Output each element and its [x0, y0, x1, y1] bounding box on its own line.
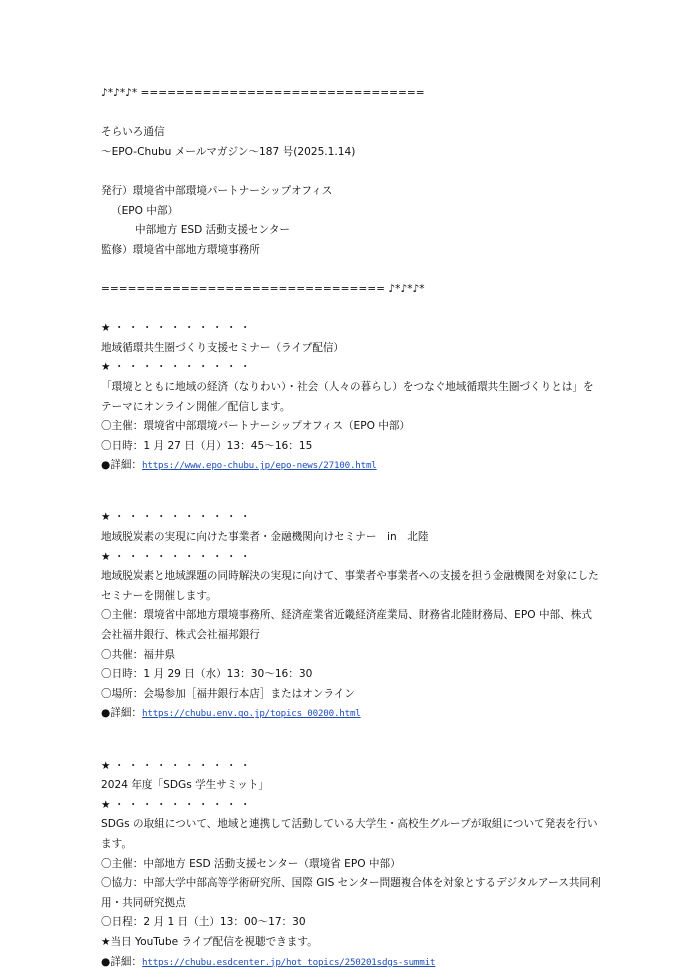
publisher-line: 発行）環境省中部環境パートナーシップオフィス	[101, 184, 333, 197]
article-date: 〇日時：1 月 27 日（月）13：45～16：15	[101, 439, 313, 452]
newsletter-issue: ～EPO-Chubu メールマガジン～187 号(2025.1.14)	[101, 145, 356, 158]
article-1	[101, 319, 601, 476]
detail-link[interactable]: https://chubu.esdcenter.jp/hot_topics/250201sdgs-summit	[142, 956, 436, 968]
newsletter-title: そらいろ通信	[101, 126, 165, 139]
article-cohost: 〇共催：福井県	[101, 648, 176, 661]
article-title: 2024 年度「SDGs 学生サミット」	[101, 779, 270, 792]
detail-link[interactable]: https://chubu.env.go.jp/topics_00200.html	[142, 708, 361, 720]
star-rule: ★・・・・・・・・・・	[101, 361, 254, 374]
article-date: 〇日程：2 月 1 日（土）13：00～17：30	[101, 916, 306, 929]
article-live-note: ★当日 YouTube ライブ配信を視聴できます。	[101, 935, 318, 948]
detail-link[interactable]: https://www.epo-chubu.jp/epo-news/27100.html	[142, 460, 377, 472]
publisher-center: 中部地方 ESD 活動支援センター	[135, 224, 291, 237]
article-body: SDGs の取組について、地域と連携して活動している大学生・高校生グループが取組について発表を行います。	[101, 818, 598, 850]
header-bottom-rule: ================================ ♪*♪*♪*	[101, 282, 425, 295]
article-date: 〇日時：1 月 29 日（水）13：30～16：30	[101, 668, 313, 681]
newsletter-body	[101, 84, 601, 972]
article-detail	[101, 704, 601, 724]
article-host: 〇主催：環境省中部環境パートナーシップオフィス（EPO 中部）	[101, 420, 411, 433]
publisher-abbrev: （EPO 中部）	[111, 204, 179, 217]
detail-label: ●詳細：	[101, 955, 143, 968]
article-detail	[101, 456, 601, 476]
detail-label: ●詳細：	[101, 707, 143, 720]
article-2	[101, 508, 601, 724]
article-body: 「環境とともに地域の経済（なりわい）・社会（人々の暮らし）をつなぐ地域循環共生圏づくりとは」をテーマにオンライン開催／配信します。	[101, 380, 594, 413]
detail-label: ●詳細：	[101, 459, 143, 472]
article-title: 地域脱炭素の実現に向けた事業者・金融機関向けセミナー in 北陸	[101, 531, 429, 544]
header-top-rule: ♪*♪*♪* ================================	[101, 87, 425, 99]
star-rule: ★・・・・・・・・・・	[101, 322, 254, 335]
article-cooperation: 〇協力：中部大学中部高等学術研究所、国際 GIS センター問題複合体を対象とするデジタルアース共同利用・共同研究拠点	[101, 877, 601, 909]
article-body: 地域脱炭素と地域課題の同時解決の実現に向けて、事業者や事業者への支援を担う金融機関を対象にしたセミナーを開催します。	[101, 570, 599, 602]
article-place: 〇場所：会場参加［福井銀行本店］またはオンライン	[101, 687, 355, 700]
article-host: 〇主催：環境省中部地方環境事務所、経済産業省近畿経済産業局、財務省北陸財務局、EPO 中部、株式会社福井銀行、株式会社福邦銀行	[101, 609, 592, 642]
star-rule: ★・・・・・・・・・・	[101, 511, 254, 524]
star-rule: ★・・・・・・・・・・	[101, 759, 254, 772]
article-3	[101, 757, 601, 973]
article-title: 地域循環共生圏づくり支援セミナー（ライブ配信）	[101, 341, 345, 354]
star-rule: ★・・・・・・・・・・	[101, 550, 254, 563]
article-host: 〇主催：中部地方 ESD 活動支援センター（環境省 EPO 中部）	[101, 857, 401, 870]
star-rule: ★・・・・・・・・・・	[101, 798, 254, 811]
supervisor-line: 監修）環境省中部地方環境事務所	[101, 243, 260, 256]
article-detail	[101, 953, 601, 973]
